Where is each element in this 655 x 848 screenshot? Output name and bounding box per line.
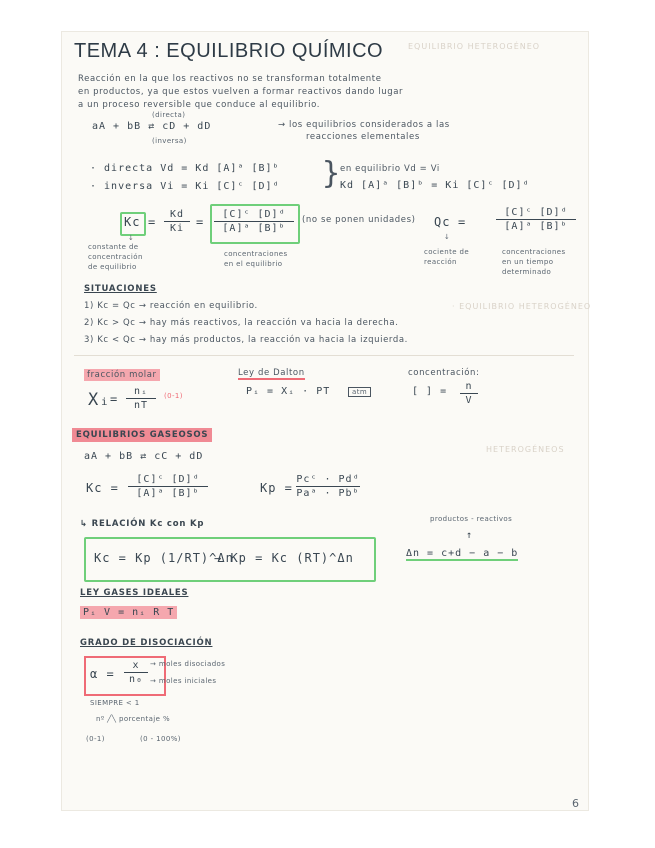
kc-kp-eq1: Kc = Kp (1/RT)^Δn xyxy=(94,551,234,565)
fraccion-molar-heading: fracción molar xyxy=(84,370,160,380)
kc-kp-eq2: → Kp = Kc (RT)^Δn xyxy=(214,551,354,565)
label-kc-2: concentración xyxy=(88,253,143,261)
label-conc-2: en el equilibrio xyxy=(224,260,283,268)
situacion-1: 1) Kc = Qc → reacción en equilibrio. xyxy=(84,301,258,311)
intro-line-1: Reacción en la que los reactivos no se transforman totalmente xyxy=(78,74,382,84)
alpha-lhs: α = xyxy=(90,667,115,681)
atm-unit: atm xyxy=(348,387,371,397)
alpha-split: nº ╱╲ porcentaje % xyxy=(96,715,171,723)
label-qc-conc-2: en un tiempo xyxy=(502,258,554,266)
label-kc-3: de equilibrio xyxy=(88,263,137,271)
relacion-note: productos - reactivos xyxy=(430,515,513,523)
equilibrium-line-2: Kd [A]ᵃ [B]ᵇ = Ki [C]ᶜ [D]ᵈ xyxy=(340,180,530,191)
ghost-text-mid2: HETEROGÉNEOS xyxy=(486,445,565,454)
brace: } xyxy=(322,156,342,191)
gaseosos-kc-fraction: [C]ᶜ [D]ᵈ [A]ᵃ [B]ᵇ xyxy=(128,474,208,499)
label-qc-1: cociente de xyxy=(424,248,470,256)
gaseosos-reaction: aA + bB ⇄ cC + dD xyxy=(84,451,204,462)
equilibrium-line-1: en equilibrio Vd = Vi xyxy=(340,164,440,174)
fraccion-range: (0-1) xyxy=(164,392,183,400)
direct-label: (directa) xyxy=(152,111,186,119)
reaction-note-2: reacciones elementales xyxy=(306,132,420,142)
rate-direct: · directa Vd = Kd [A]ᵃ [B]ᵇ xyxy=(90,163,280,174)
siempre-menor-1: SIEMPRE < 1 xyxy=(90,699,140,707)
inverse-label: (inversa) xyxy=(152,137,187,145)
label-conc-1: concentraciones xyxy=(224,250,288,258)
range-0-1: (0-1) xyxy=(86,735,105,743)
kc-fraction: [C]ᶜ [D]ᵈ [A]ᵃ [B]ᵇ xyxy=(214,209,294,234)
relacion-arrow: ↑ xyxy=(466,530,474,541)
qc-fraction: [C]ᶜ [D]ᵈ [A]ᵃ [B]ᵇ xyxy=(496,207,576,232)
xi-symbol: Xᵢ xyxy=(88,390,111,410)
disociacion-heading: GRADO DE DISOCIACIÓN xyxy=(80,638,213,648)
situaciones-heading: SITUACIONES xyxy=(84,284,157,294)
concentracion-lhs: [ ] = xyxy=(412,386,448,397)
label-qc-2: reacción xyxy=(424,258,457,266)
alpha-fraction: x n₀ xyxy=(124,660,148,685)
concentracion-fraction: n V xyxy=(460,381,478,406)
situacion-2: 2) Kc > Qc → hay más reactivos, la reacción va hacia la derecha. xyxy=(84,318,399,328)
gaseosos-kc-lhs: Kc = xyxy=(86,481,119,495)
kd-over-ki: Kd Ki xyxy=(164,209,190,234)
reaction-equation: aA + bB ⇄ cD + dD xyxy=(92,121,212,132)
dalton-equation: Pᵢ = Xᵢ · PT xyxy=(246,386,331,397)
label-qc-conc-3: determinado xyxy=(502,268,552,276)
reaction-note-1: → los equilibrios considerados a las xyxy=(278,120,450,130)
gases-equation: Pᵢ V = nᵢ R T xyxy=(80,607,177,618)
rate-inverse: · inversa Vi = Ki [C]ᶜ [D]ᵈ xyxy=(90,181,280,192)
ghost-text-top: EQUILIBRIO HETEROGÉNEO xyxy=(408,42,541,51)
situacion-3: 3) Kc < Qc → hay más productos, la reacción va hacia la izquierda. xyxy=(84,335,408,345)
concentracion-heading: concentración: xyxy=(408,368,480,378)
label-kc-1: constante de xyxy=(88,243,139,251)
label-qc-conc-1: concentraciones xyxy=(502,248,566,256)
gaseosos-kp-fraction: Pcᶜ · Pdᵈ Paᵃ · Pbᵇ xyxy=(296,474,360,499)
intro-line-2: en productos, ya que estos vuelven a formar reactivos dando lugar xyxy=(78,87,404,97)
qc-symbol: Qc xyxy=(434,215,451,229)
kc-symbol: Kc xyxy=(124,215,141,229)
delta-n-equation: Δn = c+d − a − b xyxy=(406,548,519,559)
fraccion-molar-fraction: nᵢ nT xyxy=(126,386,156,411)
gaseosos-heading: EQUILIBRIOS GASEOSOS xyxy=(72,430,212,440)
page-title: TEMA 4 : EQUILIBRIO QUÍMICO xyxy=(74,40,384,62)
range-0-100: (0 - 100%) xyxy=(140,735,181,743)
label-moles-disociados: → moles disociados xyxy=(150,660,226,668)
ghost-text-mid1: · EQUILIBRIO HETEROGÉNEO xyxy=(452,302,592,311)
intro-line-3: a un proceso reversible que conduce al equilibrio. xyxy=(78,100,321,110)
gases-heading: LEY GASES IDEALES xyxy=(80,588,189,598)
gaseosos-kp-lhs: Kp = xyxy=(260,481,293,495)
page-number: 6 xyxy=(572,797,579,810)
relacion-heading: ↳ RELACIÓN Kc con Kp xyxy=(80,519,205,529)
dalton-heading: Ley de Dalton xyxy=(238,368,305,378)
label-moles-iniciales: → moles iniciales xyxy=(150,677,217,685)
kc-no-units-note: (no se ponen unidades) xyxy=(302,215,416,225)
